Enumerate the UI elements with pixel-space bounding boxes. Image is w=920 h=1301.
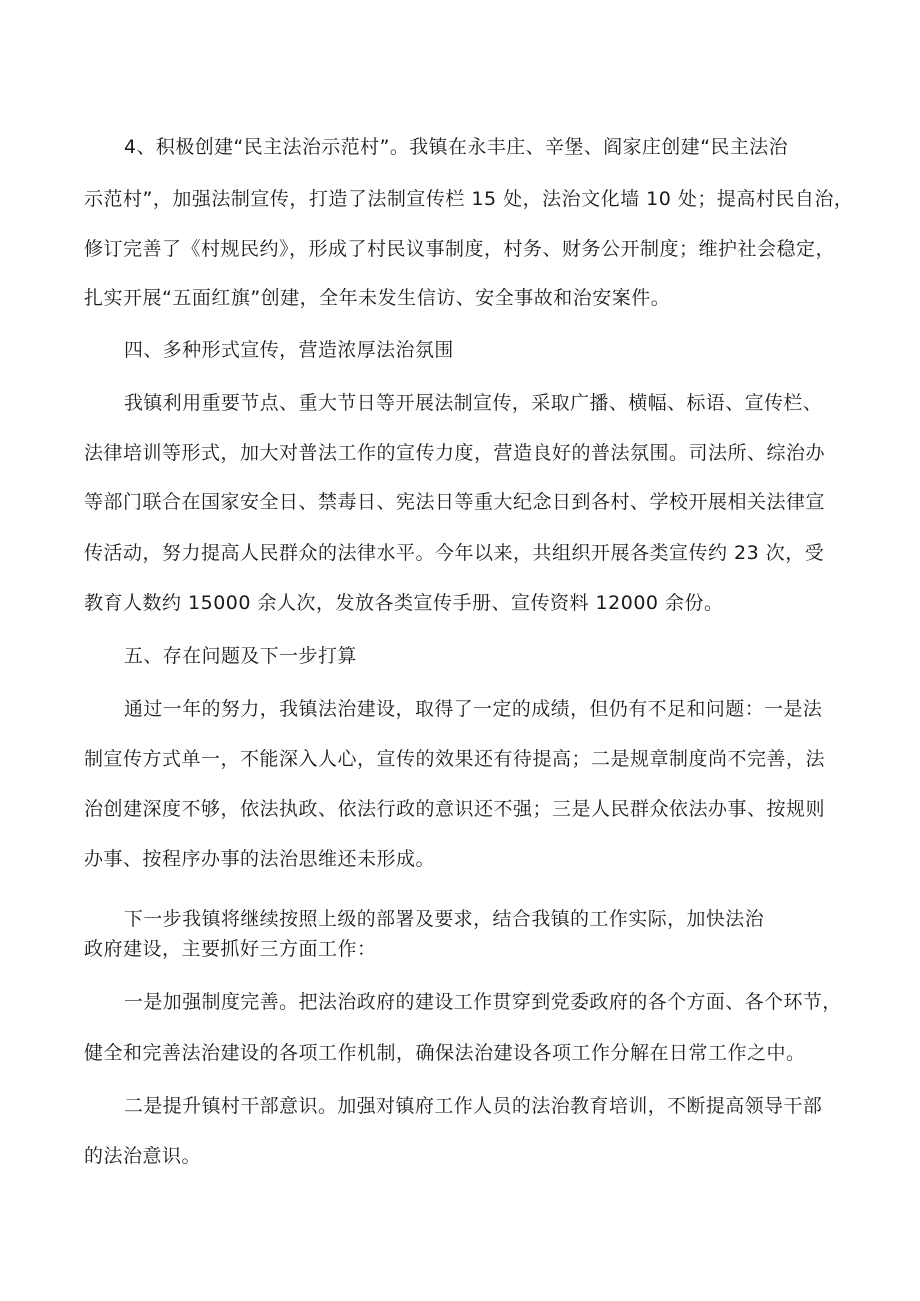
paragraph-line: 扎实开展“五面红旗”创建，全年未发生信访、安全事故和治安案件。 [84,287,671,309]
paragraph-line: 健全和完善法治建设的各项工作机制，确保法治建设各项工作分解在日常工作之中。 [84,1042,806,1064]
paragraph-line: 教育人数约 15000 余人次，发放各类宣传手册、宣传资料 12000 余份。 [84,592,724,614]
section-heading: 四、多种形式宣传，营造浓厚法治氛围 [124,339,454,361]
paragraph-line: 的法治意识。 [84,1145,202,1167]
paragraph-line: 4、积极创建“民主法治示范村”。我镇在永丰庄、辛堡、阎家庄创建“民主法治 [124,136,789,158]
paragraph-line: 通过一年的努力，我镇法治建设，取得了一定的成绩，但仍有不足和问题：一是法 [124,698,823,720]
paragraph-line: 法律培训等形式，加大对普法工作的宣传力度，营造良好的普法氛围。司法所、综治办 [84,442,826,464]
paragraph-line: 办事、按程序办事的法治思维还未形成。 [84,848,436,870]
paragraph-line: 修订完善了《村规民约》，形成了村民议事制度，村务、财务公开制度；维护社会稳定， [84,238,836,260]
paragraph-line: 传活动，努力提高人民群众的法律水平。今年以来，共组织开展各类宣传约 23 次，受 [84,542,825,564]
paragraph-line: 我镇利用重要节点、重大节日等开展法制宣传，采取广播、横幅、标语、宣传栏、 [124,392,823,414]
paragraph-line: 一是加强制度完善。把法治政府的建设工作贯穿到党委政府的各个方面、各个环节， [124,991,842,1013]
paragraph-line: 制宣传方式单一，不能深入人心，宣传的效果还有待提高；二是规章制度尚不完善，法 [84,748,826,770]
paragraph-line: 示范村”，加强法制宣传，打造了法制宣传栏 15 处，法治文化墙 10 处；提高村民自治， [84,188,854,210]
paragraph-line: 政府建设，主要抓好三方面工作： [84,938,377,960]
paragraph-line: 二是提升镇村干部意识。加强对镇府工作人员的法治教育培训，不断提高领导干部 [124,1095,823,1117]
paragraph-line: 等部门联合在国家安全日、禁毒日、宪法日等重大纪念日到各村、学校开展相关法律宣 [84,491,826,513]
paragraph-line: 治创建深度不够，依法执政、依法行政的意识还不强；三是人民群众依法办事、按规则 [84,798,826,820]
paragraph-line: 下一步我镇将继续按照上级的部署及要求，结合我镇的工作实际，加快法治 [124,908,765,930]
section-heading: 五、存在问题及下一步打算 [124,645,357,667]
